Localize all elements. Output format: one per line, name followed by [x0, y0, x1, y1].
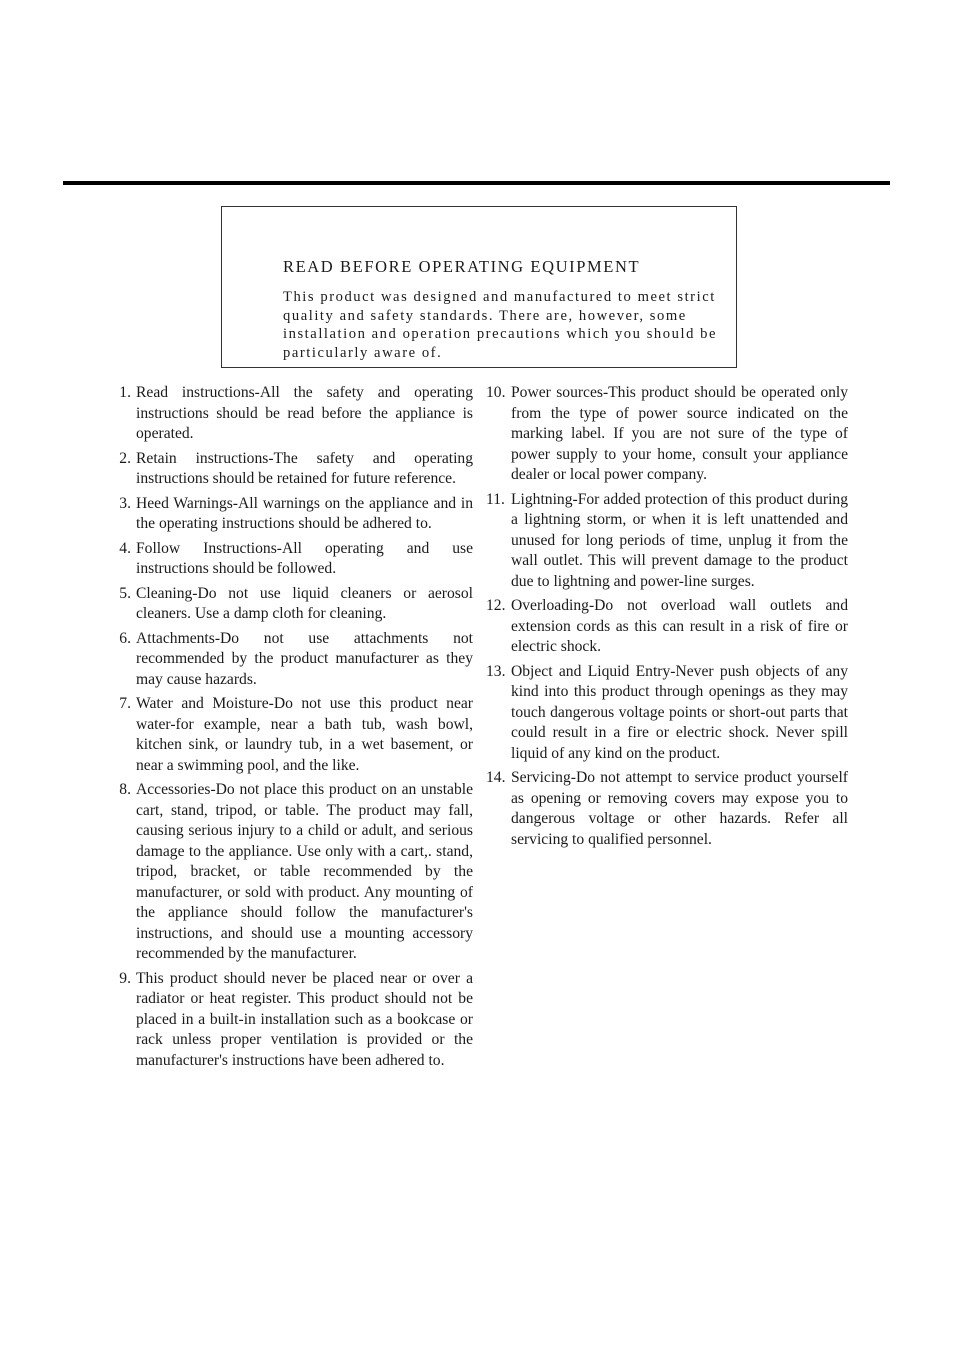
instruction-number: 1.	[119, 384, 131, 401]
instruction-item	[111, 539, 473, 580]
instruction-number: 2.	[119, 449, 131, 467]
instruction-item	[486, 768, 848, 850]
instruction-item	[111, 694, 473, 776]
instruction-text: Object and Liquid Entry-Never push objects of any kind into this product through openings as they may touch dangerous voltage points or short-out parts that could result in a fire or electric shock. Never spill liquid of any kind on the product.	[511, 662, 848, 762]
notice-box	[221, 206, 737, 368]
instruction-text: Overloading-Do not overload wall outlets and extension cords as this can result in a risk of fire or electric shock.	[511, 597, 848, 655]
instruction-text: Power sources-This product should be operated only from the type of power source indicated on the marking label. If you are not sure of the type of power supply to your home, consult your appliance dealer or local power company.	[511, 384, 848, 483]
instructions-column-left	[111, 383, 473, 1075]
notice-title: READ BEFORE OPERATING EQUIPMENT	[283, 257, 641, 276]
instruction-number: 13.	[486, 662, 506, 680]
instruction-number: 11.	[486, 490, 505, 508]
instruction-text: Cleaning-Do not use liquid cleaners or aerosol cleaners. Use a damp cloth for cleaning.	[136, 584, 473, 622]
instruction-text: This product should never be placed near or over a radiator or heat register. This product should not be placed in a built-in installation such as a bookcase or rack unless proper ventilation is provided or the manufacturer's instructions have been adhered to.	[136, 969, 473, 1069]
instruction-item	[111, 449, 473, 490]
instruction-item	[111, 969, 473, 1072]
instruction-item	[486, 596, 848, 658]
instruction-item	[111, 780, 473, 965]
instruction-text: Retain instructions-The safety and operating instructions should be retained for future reference.	[136, 449, 473, 487]
instruction-number: 12.	[486, 597, 506, 614]
instruction-item	[111, 629, 473, 691]
instruction-text: Follow Instructions-All operating and use instructions should be followed.	[136, 539, 473, 577]
instruction-text: Lightning-For added protection of this product during a lightning storm, or when it is left unattended and unused for long periods of time, unplug it from the wall outlet. This will prevent damage to the product due to lightning and power-line surges.	[511, 490, 848, 590]
instruction-item	[486, 383, 848, 486]
instruction-number: 3.	[119, 494, 131, 512]
instruction-text: Heed Warnings-All warnings on the appliance and in the operating instructions should be adhered to.	[136, 494, 473, 532]
instruction-item	[486, 490, 848, 593]
instruction-number: 9.	[119, 969, 131, 987]
instruction-number: 14.	[486, 769, 506, 786]
instruction-number: 8.	[119, 781, 131, 798]
instruction-item	[486, 662, 848, 765]
instruction-number: 4.	[119, 539, 131, 557]
instruction-item	[111, 494, 473, 535]
instruction-text: Attachments-Do not use attachments not recommended by the product manufacturer as they may cause hazards.	[136, 629, 473, 688]
instruction-number: 6.	[119, 629, 131, 647]
instruction-number: 7.	[119, 695, 131, 712]
instruction-item	[111, 383, 473, 445]
instruction-text: Accessories-Do not place this product on an unstable cart, stand, tripod, or table. The product may fall, causing serious injury to a child or adult, and serious damage to the appliance. Use only with a cart,. stand, tripod, bracket, or table recommended by the manufacturer, or sold with product. Any mounting of the appliance should follow the manufacturer's instructions, and should use a mounting accessory recommended by the manufacturer.	[136, 781, 473, 962]
notice-body: This product was designed and manufactured to meet strict quality and safety standards. There are, however, some installation and operation precautions which you should be particularly aware of.	[283, 289, 717, 361]
instruction-text: Water and Moisture-Do not use this product near water-for example, near a bath tub, wash bowl, kitchen sink, or laundry tub, in a wet basement, or near a swimming pool, and the like.	[136, 695, 473, 774]
instruction-number: 10.	[486, 384, 506, 401]
instruction-text: Servicing-Do not attempt to service product yourself as opening or removing covers may expose you to dangerous voltage or other hazards. Refer all servicing to qualified personnel.	[511, 769, 848, 848]
instruction-text: Read instructions-All the safety and operating instructions should be read before the appliance is operated.	[136, 384, 473, 442]
instruction-number: 5.	[119, 584, 131, 602]
instruction-item	[111, 584, 473, 625]
instructions-column-right	[486, 383, 848, 854]
header-rule	[63, 181, 890, 185]
